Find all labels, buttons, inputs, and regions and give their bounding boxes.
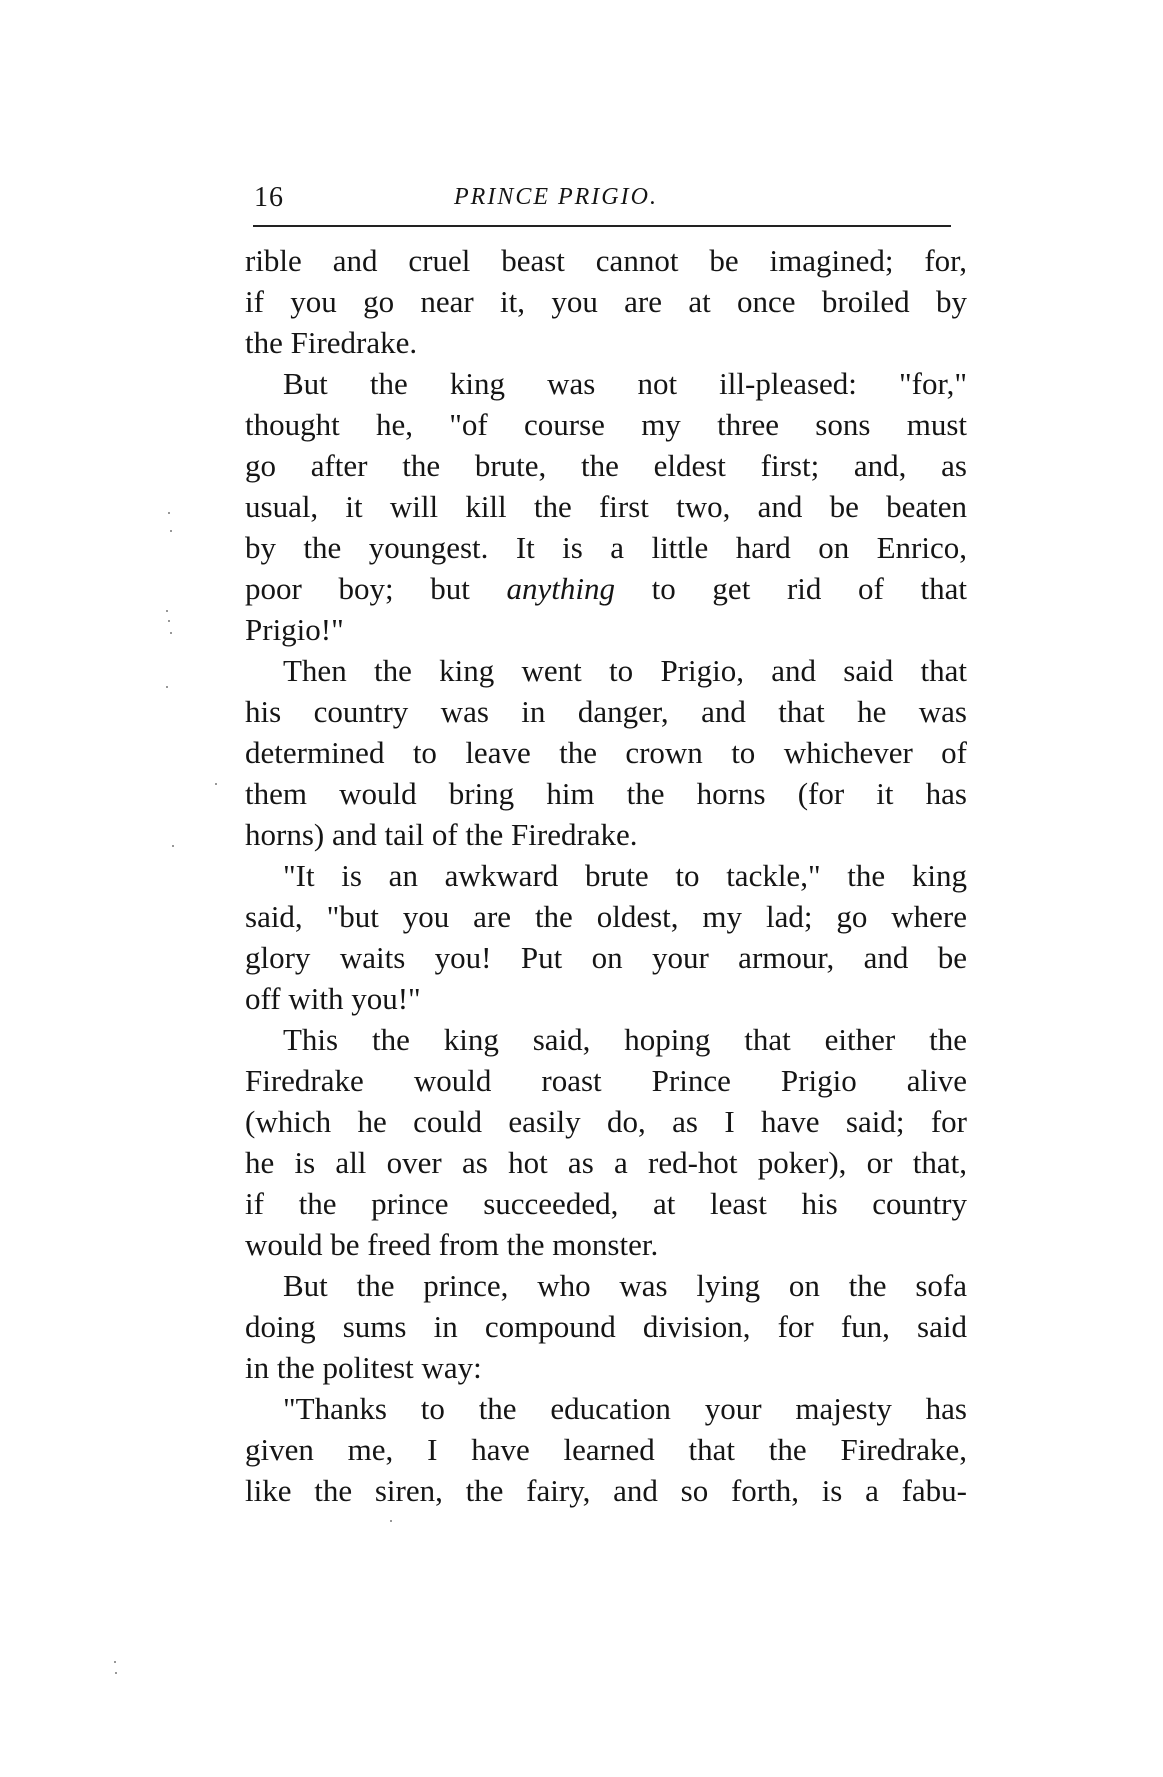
text-line: usual, it will kill the first two, and be beaten — [245, 489, 967, 524]
text-line: go after the brute, the eldest first; and, as — [245, 448, 967, 483]
text-line: But the king was not ill-pleased: "for," — [283, 366, 967, 401]
scan-speck — [114, 1661, 116, 1663]
scan-speck — [170, 530, 172, 532]
text-line: glory waits you! Put on your armour, and be — [245, 940, 967, 975]
text-line: rible and cruel beast cannot be imagined; for, — [245, 243, 967, 278]
text-line: But the prince, who was lying on the sofa — [283, 1268, 967, 1303]
text-line: said, "but you are the oldest, my lad; go where — [245, 899, 967, 934]
scan-speck — [170, 632, 172, 634]
text-line: would be freed from the monster. — [245, 1227, 659, 1262]
scan-speck — [172, 845, 174, 847]
text-line-with-italic — [245, 568, 967, 609]
text-line: thought he, "of course my three sons must — [245, 407, 967, 442]
text-line: doing sums in compound division, for fun, said — [245, 1309, 967, 1344]
text-line: given me, I have learned that the Firedrake, — [245, 1432, 967, 1467]
scan-speck — [168, 620, 170, 622]
text-line: Then the king went to Prigio, and said that — [283, 653, 967, 688]
text-segment: to get rid of that — [651, 571, 967, 606]
text-line: off with you!" — [245, 981, 421, 1016]
header-rule — [253, 225, 951, 227]
scan-speck — [168, 512, 170, 514]
text-line: in the politest way: — [245, 1350, 482, 1385]
running-head — [240, 182, 952, 222]
text-line: "It is an awkward brute to tackle," the king — [283, 858, 967, 893]
scan-speck — [166, 686, 168, 688]
text-line: determined to leave the crown to whichever of — [245, 735, 967, 770]
text-line: his country was in danger, and that he was — [245, 694, 967, 729]
text-line: "Thanks to the education your majesty has — [283, 1391, 967, 1426]
body-text — [245, 240, 967, 1511]
italic-word: anything — [506, 571, 616, 606]
text-line: if the prince succeeded, at least his country — [245, 1186, 967, 1221]
scan-speck — [166, 610, 168, 612]
scan-speck — [115, 1672, 117, 1674]
page-number: 16 — [254, 182, 284, 213]
text-line: them would bring him the horns (for it has — [245, 776, 967, 811]
text-line: (which he could easily do, as I have said; for — [245, 1104, 967, 1139]
text-line: This the king said, hoping that either the — [283, 1022, 967, 1057]
text-line: Prigio!" — [245, 612, 344, 647]
text-line: if you go near it, you are at once broiled by — [245, 284, 967, 319]
text-line: horns) and tail of the Firedrake. — [245, 817, 638, 852]
text-line: he is all over as hot as a red-hot poker), or that, — [245, 1145, 967, 1180]
text-line: the Firedrake. — [245, 325, 418, 360]
text-line: Firedrake would roast Prince Prigio alive — [245, 1063, 967, 1098]
scan-speck — [215, 783, 217, 785]
text-line: like the siren, the fairy, and so forth, is a fabu- — [245, 1473, 967, 1508]
text-line: by the youngest. It is a little hard on Enrico, — [245, 530, 967, 565]
text-segment: poor boy; but — [245, 571, 470, 606]
running-title: PRINCE PRIGIO. — [454, 184, 658, 210]
scan-speck — [390, 1520, 392, 1522]
